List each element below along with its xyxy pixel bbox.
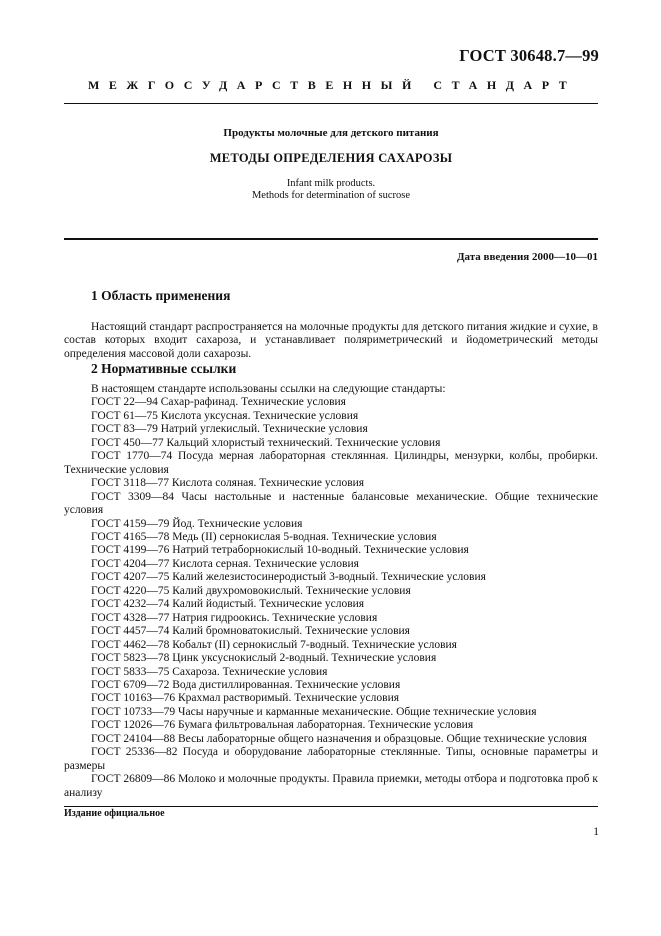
- reference-title: Натрий углекислый. Технические условия: [160, 423, 368, 436]
- reference-title: Калий бромноватокислый. Технические условия: [172, 625, 410, 638]
- official-edition-label: Издание официальное: [64, 808, 165, 819]
- reference-item: [64, 666, 598, 679]
- reference-title: Калий двухромовокислый. Технические условия: [172, 584, 411, 597]
- references-intro: В настоящем стандарте использованы ссылки на следующие стандарты:: [91, 383, 446, 395]
- reference-item: [64, 679, 598, 692]
- reference-title: Весы лабораторные общего назначения и образцовые. Общие технические условия: [178, 732, 587, 745]
- reference-code: ГОСТ 4165—78: [91, 530, 170, 543]
- reference-item: [64, 598, 598, 611]
- reference-item: [64, 491, 598, 518]
- reference-code: ГОСТ 4462—78: [91, 638, 170, 651]
- reference-title: Бумага фильтровальная лабораторная. Технические условия: [178, 719, 474, 732]
- reference-item: [64, 410, 598, 423]
- document-title: МЕТОДЫ ОПРЕДЕЛЕНИЯ САХАРОЗЫ: [209, 151, 453, 165]
- reference-code: ГОСТ 25336—82: [91, 746, 178, 759]
- reference-code: ГОСТ 4159—79: [91, 517, 170, 530]
- reference-item: [64, 531, 598, 544]
- footer-rule: [64, 806, 598, 807]
- reference-item: [64, 639, 598, 652]
- reference-item: [64, 612, 598, 625]
- reference-code: ГОСТ 10733—79: [91, 705, 176, 718]
- english-title: [64, 178, 598, 202]
- reference-title: Цинк уксуснокислый 2-водный. Технические условия: [172, 652, 437, 665]
- reference-item: [64, 450, 598, 477]
- reference-title: Крахмал растворимый. Технические условия: [178, 692, 400, 705]
- title-rule: [64, 238, 598, 240]
- reference-code: ГОСТ 10163—76: [91, 692, 176, 705]
- reference-code: ГОСТ 26809—86: [91, 773, 176, 786]
- gost-code: ГОСТ 30648.7—99: [459, 46, 599, 65]
- reference-title: Натрий тетраборнокислый 10-водный. Технические условия: [172, 544, 469, 557]
- reference-title: Часы настольные и настенные балансовые механические. Общие технические условия: [64, 490, 598, 517]
- reference-code: ГОСТ 6709—72: [91, 678, 170, 691]
- reference-title: Кислота серная. Технические условия: [172, 557, 359, 570]
- reference-title: Посуда и оборудование лабораторные стеклянные. Типы, основные параметры и размеры: [64, 746, 598, 772]
- reference-item: [64, 719, 598, 732]
- reference-item: [64, 746, 598, 773]
- reference-item: [64, 518, 598, 531]
- references-container: [64, 396, 598, 800]
- reference-code: ГОСТ 3309—84: [91, 490, 175, 503]
- reference-item: [64, 652, 598, 665]
- reference-title: Натрия гидроокись. Технические условия: [172, 611, 378, 624]
- reference-item: [64, 396, 598, 409]
- section1-text: Настоящий стандарт распространяется на молочные продукты для детского питания жидкие и сухие, в состав которых входит сахароза, и устанавливает поляриметрический и йодометрический методы определения массовой доли сахарозы.: [64, 321, 598, 360]
- reference-item: [64, 437, 598, 450]
- reference-code: ГОСТ 12026—76: [91, 719, 176, 732]
- reference-title: Кобальт (II) сернокислый 7-водный. Технические условия: [172, 638, 457, 651]
- reference-title: Часы наручные и карманные механические. Общие технические условия: [178, 705, 537, 718]
- references-list: [64, 383, 598, 800]
- reference-code: ГОСТ 3118—77: [91, 477, 169, 490]
- english-title-line2: Methods for determination of sucrose: [251, 190, 411, 201]
- reference-code: ГОСТ 4199—76: [91, 544, 170, 557]
- reference-item: [64, 692, 598, 705]
- reference-title: Молоко и молочные продукты. Правила приемки, методы отбора и подготовка проб к анализу: [64, 773, 598, 799]
- reference-item: [64, 625, 598, 638]
- reference-code: ГОСТ 61—75: [91, 409, 158, 422]
- reference-title: Кислота уксусная. Технические условия: [160, 409, 359, 422]
- reference-code: ГОСТ 5833—75: [91, 665, 170, 678]
- reference-code: ГОСТ 24104—88: [91, 732, 176, 745]
- header-rule: [64, 103, 598, 104]
- reference-item: [64, 773, 598, 800]
- reference-code: ГОСТ 4232—74: [91, 598, 170, 611]
- reference-item: [64, 477, 598, 490]
- section1-heading: 1 Область применения: [91, 288, 231, 303]
- reference-title: Сахароза. Технические условия: [172, 665, 328, 678]
- reference-code: ГОСТ 4328—77: [91, 611, 170, 624]
- reference-title: Калий железистосинеродистый 3-водный. Технические условия: [172, 571, 486, 584]
- reference-title: Посуда мерная лабораторная стеклянная. Цилиндры, мензурки, колбы, пробирки. Технические условия: [64, 450, 598, 476]
- reference-title: Калий йодистый. Технические условия: [172, 598, 365, 611]
- document-subtitle: Продукты молочные для детского питания: [223, 127, 439, 139]
- section2-heading: 2 Нормативные ссылки: [91, 361, 237, 376]
- reference-item: [64, 733, 598, 746]
- reference-code: ГОСТ 4220—75: [91, 584, 170, 597]
- reference-item: [64, 571, 598, 584]
- reference-code: ГОСТ 5823—78: [91, 652, 170, 665]
- reference-code: ГОСТ 83—79: [91, 423, 158, 436]
- interstate-standard-banner: МЕЖГОСУДАРСТВЕННЫЙ СТАНДАРТ: [88, 78, 577, 92]
- english-title-line1: Infant milk products.: [286, 178, 376, 189]
- reference-item: [64, 423, 598, 436]
- reference-item: [64, 585, 598, 598]
- reference-title: Сахар-рафинад. Технические условия: [160, 396, 346, 409]
- reference-code: ГОСТ 4457—74: [91, 625, 170, 638]
- page-number: 1: [593, 826, 599, 838]
- reference-item: [64, 706, 598, 719]
- reference-code: ГОСТ 1770—74: [91, 450, 173, 463]
- reference-code: ГОСТ 4204—77: [91, 557, 170, 570]
- reference-title: Кальций хлористый технический. Технические условия: [166, 436, 441, 449]
- introduction-date: Дата введения 2000—10—01: [456, 251, 598, 263]
- reference-code: ГОСТ 450—77: [91, 436, 164, 449]
- reference-title: Йод. Технические условия: [172, 517, 303, 530]
- reference-title: Вода дистиллированная. Технические условия: [172, 678, 401, 691]
- reference-item: [64, 544, 598, 557]
- reference-title: Кислота соляная. Технические условия: [171, 477, 365, 490]
- reference-code: ГОСТ 4207—75: [91, 571, 170, 584]
- reference-code: ГОСТ 22—94: [91, 396, 158, 409]
- reference-title: Медь (II) сернокислая 5-водная. Технические условия: [172, 530, 437, 543]
- reference-item: [64, 558, 598, 571]
